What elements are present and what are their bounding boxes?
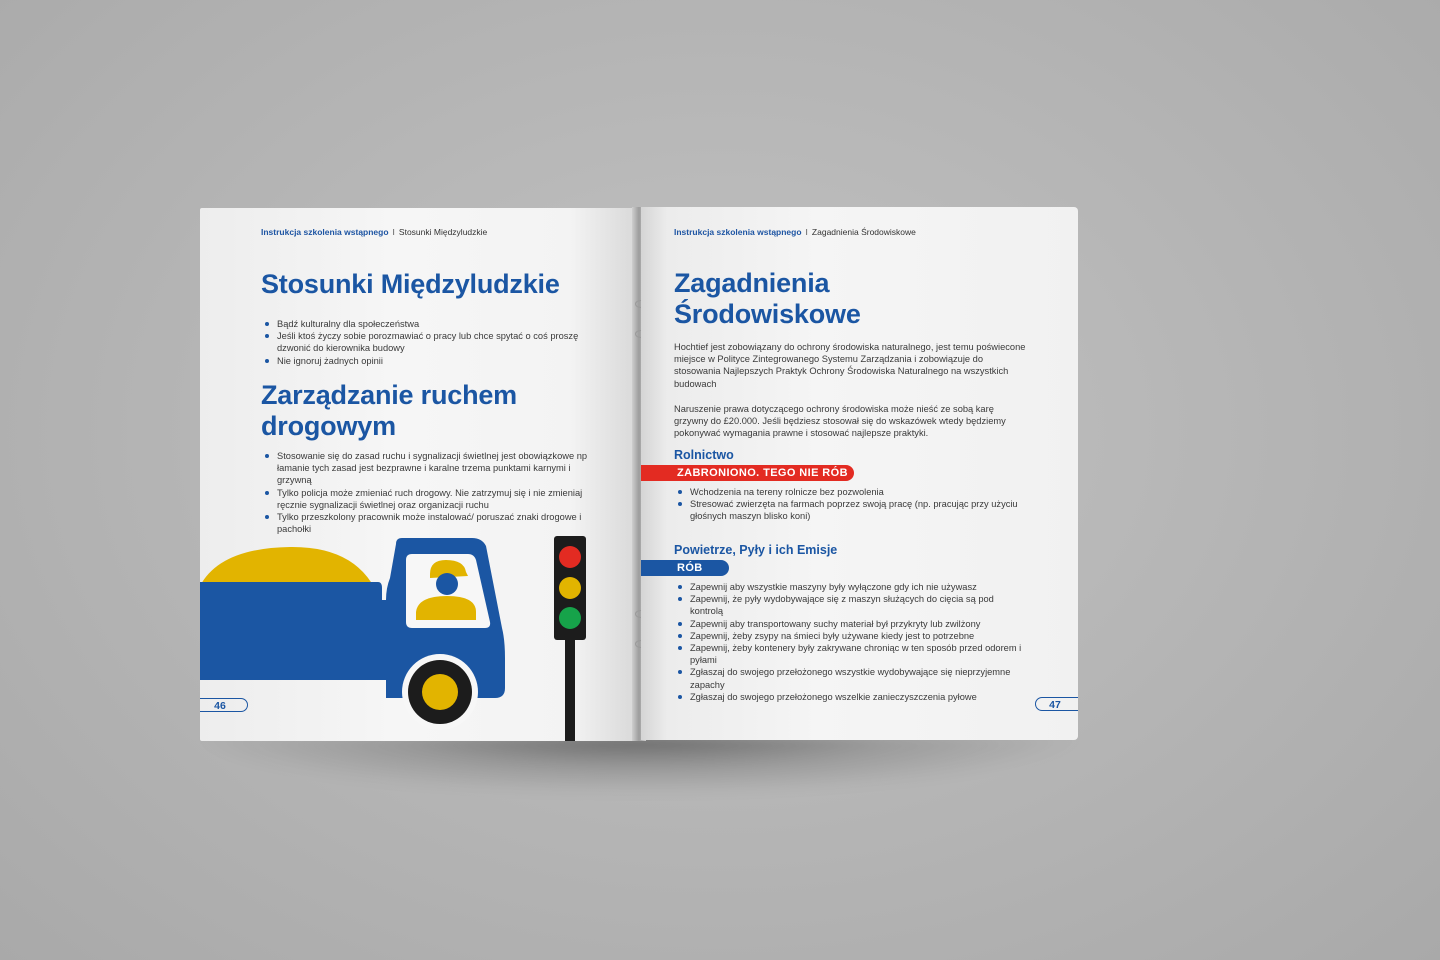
list-item: Zapewnij aby wszystkie maszyny były wyłączone gdy ich nie używasz [674, 581, 1029, 593]
list-item: Zgłaszaj do swojego przełożonego wszelkie zanieczyszczenia pyłowe [674, 691, 1029, 703]
list-item: Wchodzenia na tereny rolnicze bez pozwolenia [674, 486, 1024, 498]
booklet-shadow [190, 735, 1090, 795]
list-item: Zapewnij, że pyły wydobywające się z maszyn służących do cięcia są pod kontrolą [674, 593, 1029, 617]
heading-environment-line2: Środowiskowe [674, 299, 861, 329]
do-badge: RÓB [641, 560, 729, 576]
heading-environment-line1: Zagadnienia [674, 268, 830, 298]
intro-paragraph: Hochtief jest zobowiązany do ochrony środowiska naturalnego, jest temu poświecone miejsce w Polityce Zintegrowanego Systemu Zarządzania i zobowiązuje do stosowania Najlepszych Praktyk Ochrony Środowiska Naturalnego na wszystkich budowach [674, 342, 1026, 389]
list-item: Tylko przeszkolony pracownik może instalować/ poruszać znaki drogowe i pachołki [261, 511, 591, 535]
running-header-separator: I [805, 227, 808, 237]
list-item: Zgłaszaj do swojego przełożonego wszystkie wydobywające się nieprzyjemne zapachy [674, 666, 1029, 690]
right-page [641, 207, 1078, 740]
running-header-section: Instrukcja szkolenia wstąpnego [261, 227, 389, 237]
page-number-right: 47 [1035, 697, 1078, 711]
list-item: Stosowanie się do zasad ruchu i sygnalizacji świetlnej jest obowiązkowe np łamanie tych zasad jest bezprawne i karalne trzema punktami karnymi i grzywną [261, 450, 591, 487]
list-item: Zapewnij aby transportowany suchy materiał był przykryty lub zwilżony [674, 618, 1029, 630]
running-header-right [674, 227, 916, 237]
list-item: Zapewnij, żeby zsypy na śmieci były używane kiedy jest to potrzebne [674, 630, 1029, 642]
running-header-topic: Stosunki Międzyludzkie [398, 227, 488, 237]
traffic-light-icon [554, 536, 586, 741]
list-item: Tylko policja może zmieniać ruch drogowy. Nie zatrzymuj się i nie zmieniaj ręcznie sygnalizacji świetlnej oraz organizacji ruchu [261, 487, 591, 511]
section-air-title: Powietrze, Pyły i ich Emisje [674, 543, 838, 557]
agriculture-list [674, 486, 1024, 523]
air-list [674, 581, 1029, 703]
left-page [200, 208, 636, 741]
heading-traffic-line1: Zarządzanie ruchem [261, 380, 517, 410]
running-header-topic: Zagadnienia Środowiskowe [811, 227, 916, 237]
penalty-paragraph: Naruszenie prawa dotyczącego ochrony środowiska może nieść ze sobą karę grzywny do £20.000. Jeśli będziesz stosował się do wskazówek wtedy będziemy pokonywać wymagania prawne i stosować najlepsze praktyki. [674, 404, 1006, 439]
list-item: Jeśli ktoś życzy sobie porozmawiać o pracy lub chce spytać o coś proszę dzwonić do kierownika budowy [261, 330, 601, 354]
heading-traffic-line2: drogowym [261, 411, 396, 441]
list-item: Bądź kulturalny dla społeczeństwa [261, 318, 601, 330]
running-header-separator: I [392, 227, 395, 237]
page-number-left: 46 [200, 698, 248, 712]
list-item: Zapewnij, żeby kontenery były zakrywane chroniąc w ten sposób przed odorem i pyłami [674, 642, 1029, 666]
section-agriculture-title: Rolnictwo [674, 448, 734, 462]
heading-relations: Stosunki Międzyludzkie [261, 269, 560, 299]
list-item: Stresować zwierzęta na farmach poprzez swoją pracę (np. pracując przy użyciu głośnych maszyn blisko koni) [674, 498, 1024, 522]
list-item: Nie ignoruj żadnych opinii [261, 355, 601, 367]
heading-environment [674, 268, 861, 330]
traffic-illustration [200, 208, 636, 741]
running-header-section: Instrukcja szkolenia wstąpnego [674, 227, 802, 237]
forbidden-badge: ZABRONIONO. TEGO NIE RÓB [641, 465, 854, 481]
